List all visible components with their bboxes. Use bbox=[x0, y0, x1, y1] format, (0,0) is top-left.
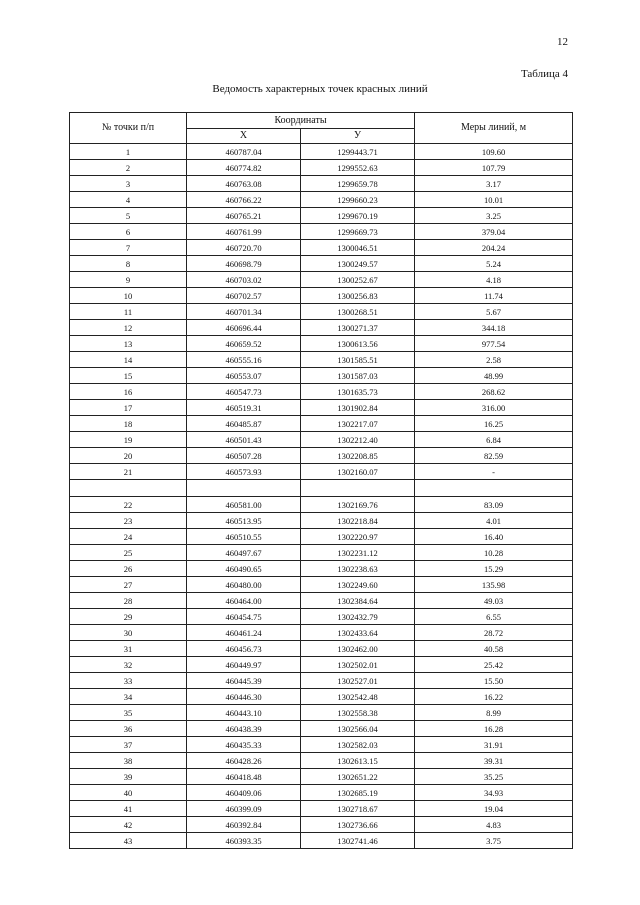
cell-y: 1302433.64 bbox=[301, 625, 415, 641]
cell-x: 460547.73 bbox=[187, 384, 301, 400]
cell-y: 1302384.64 bbox=[301, 593, 415, 609]
cell-y: 1300256.83 bbox=[301, 288, 415, 304]
cell-y: 1302220.97 bbox=[301, 529, 415, 545]
cell-y: 1301635.73 bbox=[301, 384, 415, 400]
cell-point-number: 4 bbox=[70, 192, 187, 208]
cell-measure: 107.79 bbox=[415, 160, 573, 176]
table-header-row bbox=[70, 113, 573, 129]
cell-y: 1302169.76 bbox=[301, 497, 415, 513]
table-row bbox=[70, 144, 573, 160]
cell-measure: 3.75 bbox=[415, 833, 573, 849]
cell-measure: 25.42 bbox=[415, 657, 573, 673]
page-number: 12 bbox=[557, 36, 568, 48]
cell-point-number: 35 bbox=[70, 705, 187, 721]
table-row bbox=[70, 416, 573, 432]
cell-x: 460573.93 bbox=[187, 464, 301, 480]
cell-x: 460513.95 bbox=[187, 513, 301, 529]
cell-y: 1302558.38 bbox=[301, 705, 415, 721]
table-row bbox=[70, 192, 573, 208]
table-row bbox=[70, 593, 573, 609]
cell-x: 460761.99 bbox=[187, 224, 301, 240]
cell-point-number: 3 bbox=[70, 176, 187, 192]
cell-measure: 4.83 bbox=[415, 817, 573, 833]
cell-y: 1300271.37 bbox=[301, 320, 415, 336]
cell-point-number: 5 bbox=[70, 208, 187, 224]
cell-point-number: 43 bbox=[70, 833, 187, 849]
cell-x: 460456.73 bbox=[187, 641, 301, 657]
table-row bbox=[70, 160, 573, 176]
table-row bbox=[70, 721, 573, 737]
cell-y: 1302582.03 bbox=[301, 737, 415, 753]
cell-y: 1300249.57 bbox=[301, 256, 415, 272]
cell-x: 460446.30 bbox=[187, 689, 301, 705]
cell-point-number: 16 bbox=[70, 384, 187, 400]
coordinates-table bbox=[69, 112, 573, 849]
cell-point-number: 37 bbox=[70, 737, 187, 753]
cell-y: 1302741.46 bbox=[301, 833, 415, 849]
table-row bbox=[70, 529, 573, 545]
cell-measure: 28.72 bbox=[415, 625, 573, 641]
table-row bbox=[70, 705, 573, 721]
table-row bbox=[70, 256, 573, 272]
cell-y: 1299443.71 bbox=[301, 144, 415, 160]
cell-measure: 2.58 bbox=[415, 352, 573, 368]
cell-point-number: 39 bbox=[70, 769, 187, 785]
cell-x: 460507.28 bbox=[187, 448, 301, 464]
cell-x: 460464.00 bbox=[187, 593, 301, 609]
cell-x: 460701.34 bbox=[187, 304, 301, 320]
cell-y: 1302462.00 bbox=[301, 641, 415, 657]
cell-point-number: 21 bbox=[70, 464, 187, 480]
cell-y: 1302685.19 bbox=[301, 785, 415, 801]
cell-point-number: 2 bbox=[70, 160, 187, 176]
table-row bbox=[70, 545, 573, 561]
table-row bbox=[70, 448, 573, 464]
cell-point-number: 17 bbox=[70, 400, 187, 416]
table-row bbox=[70, 432, 573, 448]
cell-point-number: 19 bbox=[70, 432, 187, 448]
cell-y: 1301902.84 bbox=[301, 400, 415, 416]
cell-measure: 8.99 bbox=[415, 705, 573, 721]
cell-y: 1302208.85 bbox=[301, 448, 415, 464]
table-row bbox=[70, 737, 573, 753]
cell-y: 1302651.22 bbox=[301, 769, 415, 785]
cell-x: 460581.00 bbox=[187, 497, 301, 513]
cell-x: 460418.48 bbox=[187, 769, 301, 785]
cell-x: 460409.06 bbox=[187, 785, 301, 801]
table-row bbox=[70, 352, 573, 368]
cell-x: 460659.52 bbox=[187, 336, 301, 352]
cell-point-number: 29 bbox=[70, 609, 187, 625]
cell-x: 460443.10 bbox=[187, 705, 301, 721]
cell-point-number: 9 bbox=[70, 272, 187, 288]
cell-measure: 268.62 bbox=[415, 384, 573, 400]
table-row bbox=[70, 817, 573, 833]
cell-x: 460399.09 bbox=[187, 801, 301, 817]
cell-x: 460765.21 bbox=[187, 208, 301, 224]
table-row bbox=[70, 336, 573, 352]
cell-y: 1302736.66 bbox=[301, 817, 415, 833]
cell-y: 1299670.19 bbox=[301, 208, 415, 224]
header-coordinates: Координаты bbox=[187, 113, 415, 129]
header-x: X bbox=[187, 129, 301, 144]
cell-x: 460392.84 bbox=[187, 817, 301, 833]
cell-measure: 11.74 bbox=[415, 288, 573, 304]
cell-point-number: 25 bbox=[70, 545, 187, 561]
cell-measure: 16.28 bbox=[415, 721, 573, 737]
cell-measure: 316.00 bbox=[415, 400, 573, 416]
cell-y: 1302566.04 bbox=[301, 721, 415, 737]
cell-measure: 344.18 bbox=[415, 320, 573, 336]
cell-x: 460553.07 bbox=[187, 368, 301, 384]
cell-point-number: 26 bbox=[70, 561, 187, 577]
table-row bbox=[70, 833, 573, 849]
cell-x: 460490.65 bbox=[187, 561, 301, 577]
table-row bbox=[70, 304, 573, 320]
cell-measure: 10.01 bbox=[415, 192, 573, 208]
table-row bbox=[70, 689, 573, 705]
cell-point-number: 10 bbox=[70, 288, 187, 304]
cell-measure: 15.50 bbox=[415, 673, 573, 689]
cell-y: 1302527.01 bbox=[301, 673, 415, 689]
table-body bbox=[70, 144, 573, 849]
cell-measure: 3.17 bbox=[415, 176, 573, 192]
table-row bbox=[70, 673, 573, 689]
cell-measure: 379.04 bbox=[415, 224, 573, 240]
cell-y: 1302160.07 bbox=[301, 464, 415, 480]
cell-x: 460510.55 bbox=[187, 529, 301, 545]
cell-measure: 16.25 bbox=[415, 416, 573, 432]
cell-x: 460485.87 bbox=[187, 416, 301, 432]
cell-x: 460454.75 bbox=[187, 609, 301, 625]
cell-measure: 4.18 bbox=[415, 272, 573, 288]
cell-x: 460461.24 bbox=[187, 625, 301, 641]
table-row bbox=[70, 785, 573, 801]
cell-measure: 39.31 bbox=[415, 753, 573, 769]
cell-measure: 6.55 bbox=[415, 609, 573, 625]
cell-x: 460766.22 bbox=[187, 192, 301, 208]
cell-y: 1301587.03 bbox=[301, 368, 415, 384]
cell-x: 460480.00 bbox=[187, 577, 301, 593]
cell-measure: 10.28 bbox=[415, 545, 573, 561]
table-row bbox=[70, 240, 573, 256]
cell-point-number: 27 bbox=[70, 577, 187, 593]
cell-y: 1299552.63 bbox=[301, 160, 415, 176]
table-row bbox=[70, 464, 573, 480]
cell-y: 1299669.73 bbox=[301, 224, 415, 240]
cell-point-number: 1 bbox=[70, 144, 187, 160]
table-row bbox=[70, 561, 573, 577]
cell-point-number: 20 bbox=[70, 448, 187, 464]
cell-measure: 6.84 bbox=[415, 432, 573, 448]
table-row bbox=[70, 577, 573, 593]
cell-point-number: 33 bbox=[70, 673, 187, 689]
cell-measure: 204.24 bbox=[415, 240, 573, 256]
cell-point-number: 23 bbox=[70, 513, 187, 529]
cell-measure: 34.93 bbox=[415, 785, 573, 801]
cell-point-number: 31 bbox=[70, 641, 187, 657]
cell-x: 460497.67 bbox=[187, 545, 301, 561]
cell-y: 1299659.78 bbox=[301, 176, 415, 192]
cell-point-number: 41 bbox=[70, 801, 187, 817]
cell-measure bbox=[415, 480, 573, 497]
cell-x: 460763.08 bbox=[187, 176, 301, 192]
cell-measure: 3.25 bbox=[415, 208, 573, 224]
cell-y: 1300252.67 bbox=[301, 272, 415, 288]
table-row bbox=[70, 641, 573, 657]
cell-y: 1302218.84 bbox=[301, 513, 415, 529]
header-y: У bbox=[301, 129, 415, 144]
cell-measure: 135.98 bbox=[415, 577, 573, 593]
cell-y: 1302231.12 bbox=[301, 545, 415, 561]
cell-x: 460698.79 bbox=[187, 256, 301, 272]
cell-point-number: 22 bbox=[70, 497, 187, 513]
cell-point-number: 12 bbox=[70, 320, 187, 336]
cell-x: 460519.31 bbox=[187, 400, 301, 416]
table-row bbox=[70, 480, 573, 497]
cell-x: 460449.97 bbox=[187, 657, 301, 673]
cell-y: 1299660.23 bbox=[301, 192, 415, 208]
cell-measure: 82.59 bbox=[415, 448, 573, 464]
table-row bbox=[70, 320, 573, 336]
cell-y: 1301585.51 bbox=[301, 352, 415, 368]
cell-measure: 5.24 bbox=[415, 256, 573, 272]
table-row bbox=[70, 368, 573, 384]
cell-y: 1302249.60 bbox=[301, 577, 415, 593]
table-row bbox=[70, 657, 573, 673]
cell-measure: 16.22 bbox=[415, 689, 573, 705]
cell-measure: 5.67 bbox=[415, 304, 573, 320]
cell-x: 460393.35 bbox=[187, 833, 301, 849]
cell-y: 1302217.07 bbox=[301, 416, 415, 432]
cell-x: 460787.04 bbox=[187, 144, 301, 160]
cell-point-number: 7 bbox=[70, 240, 187, 256]
cell-x: 460445.39 bbox=[187, 673, 301, 689]
cell-measure: 35.25 bbox=[415, 769, 573, 785]
document-title: Ведомость характерных точек красных линий bbox=[212, 83, 428, 95]
cell-x: 460438.39 bbox=[187, 721, 301, 737]
cell-x: 460696.44 bbox=[187, 320, 301, 336]
table-row bbox=[70, 769, 573, 785]
cell-measure: 109.60 bbox=[415, 144, 573, 160]
cell-measure: 48.99 bbox=[415, 368, 573, 384]
cell-point-number: 28 bbox=[70, 593, 187, 609]
cell-point-number: 8 bbox=[70, 256, 187, 272]
cell-measure: 19.04 bbox=[415, 801, 573, 817]
cell-x: 460435.33 bbox=[187, 737, 301, 753]
cell-x: 460702.57 bbox=[187, 288, 301, 304]
cell-measure: 977.54 bbox=[415, 336, 573, 352]
cell-point-number: 11 bbox=[70, 304, 187, 320]
header-point-number: № точки п/п bbox=[70, 113, 187, 144]
cell-y: 1300613.56 bbox=[301, 336, 415, 352]
cell-point-number: 40 bbox=[70, 785, 187, 801]
cell-y: 1302238.63 bbox=[301, 561, 415, 577]
table-label: Таблица 4 bbox=[520, 68, 568, 80]
table-row bbox=[70, 609, 573, 625]
cell-measure: 83.09 bbox=[415, 497, 573, 513]
table-row bbox=[70, 497, 573, 513]
cell-point-number: 6 bbox=[70, 224, 187, 240]
cell-point-number: 15 bbox=[70, 368, 187, 384]
cell-y: 1302212.40 bbox=[301, 432, 415, 448]
table-row bbox=[70, 801, 573, 817]
cell-point-number: 30 bbox=[70, 625, 187, 641]
header-line-measures: Меры линий, м bbox=[415, 113, 573, 144]
cell-point-number: 13 bbox=[70, 336, 187, 352]
cell-x bbox=[187, 480, 301, 497]
cell-y: 1302613.15 bbox=[301, 753, 415, 769]
cell-point-number: 32 bbox=[70, 657, 187, 673]
cell-point-number bbox=[70, 480, 187, 497]
cell-point-number: 42 bbox=[70, 817, 187, 833]
cell-measure: 15.29 bbox=[415, 561, 573, 577]
table-row bbox=[70, 288, 573, 304]
cell-y: 1302542.48 bbox=[301, 689, 415, 705]
cell-y: 1302502.01 bbox=[301, 657, 415, 673]
cell-y: 1300046.51 bbox=[301, 240, 415, 256]
cell-measure: 31.91 bbox=[415, 737, 573, 753]
cell-measure: 49.03 bbox=[415, 593, 573, 609]
table-row bbox=[70, 513, 573, 529]
cell-point-number: 36 bbox=[70, 721, 187, 737]
cell-measure: 16.40 bbox=[415, 529, 573, 545]
table-row bbox=[70, 224, 573, 240]
table-row bbox=[70, 400, 573, 416]
cell-point-number: 34 bbox=[70, 689, 187, 705]
cell-point-number: 38 bbox=[70, 753, 187, 769]
cell-point-number: 24 bbox=[70, 529, 187, 545]
table-row bbox=[70, 272, 573, 288]
table-row bbox=[70, 176, 573, 192]
cell-y: 1300268.51 bbox=[301, 304, 415, 320]
table-row bbox=[70, 384, 573, 400]
cell-x: 460555.16 bbox=[187, 352, 301, 368]
cell-point-number: 18 bbox=[70, 416, 187, 432]
table-row bbox=[70, 208, 573, 224]
cell-y: 1302718.67 bbox=[301, 801, 415, 817]
cell-x: 460774.82 bbox=[187, 160, 301, 176]
cell-x: 460720.70 bbox=[187, 240, 301, 256]
cell-point-number: 14 bbox=[70, 352, 187, 368]
cell-y bbox=[301, 480, 415, 497]
cell-measure: - bbox=[415, 464, 573, 480]
cell-x: 460428.26 bbox=[187, 753, 301, 769]
cell-measure: 40.58 bbox=[415, 641, 573, 657]
table-row bbox=[70, 625, 573, 641]
cell-y: 1302432.79 bbox=[301, 609, 415, 625]
cell-measure: 4.01 bbox=[415, 513, 573, 529]
cell-x: 460501.43 bbox=[187, 432, 301, 448]
cell-x: 460703.02 bbox=[187, 272, 301, 288]
table-row bbox=[70, 753, 573, 769]
